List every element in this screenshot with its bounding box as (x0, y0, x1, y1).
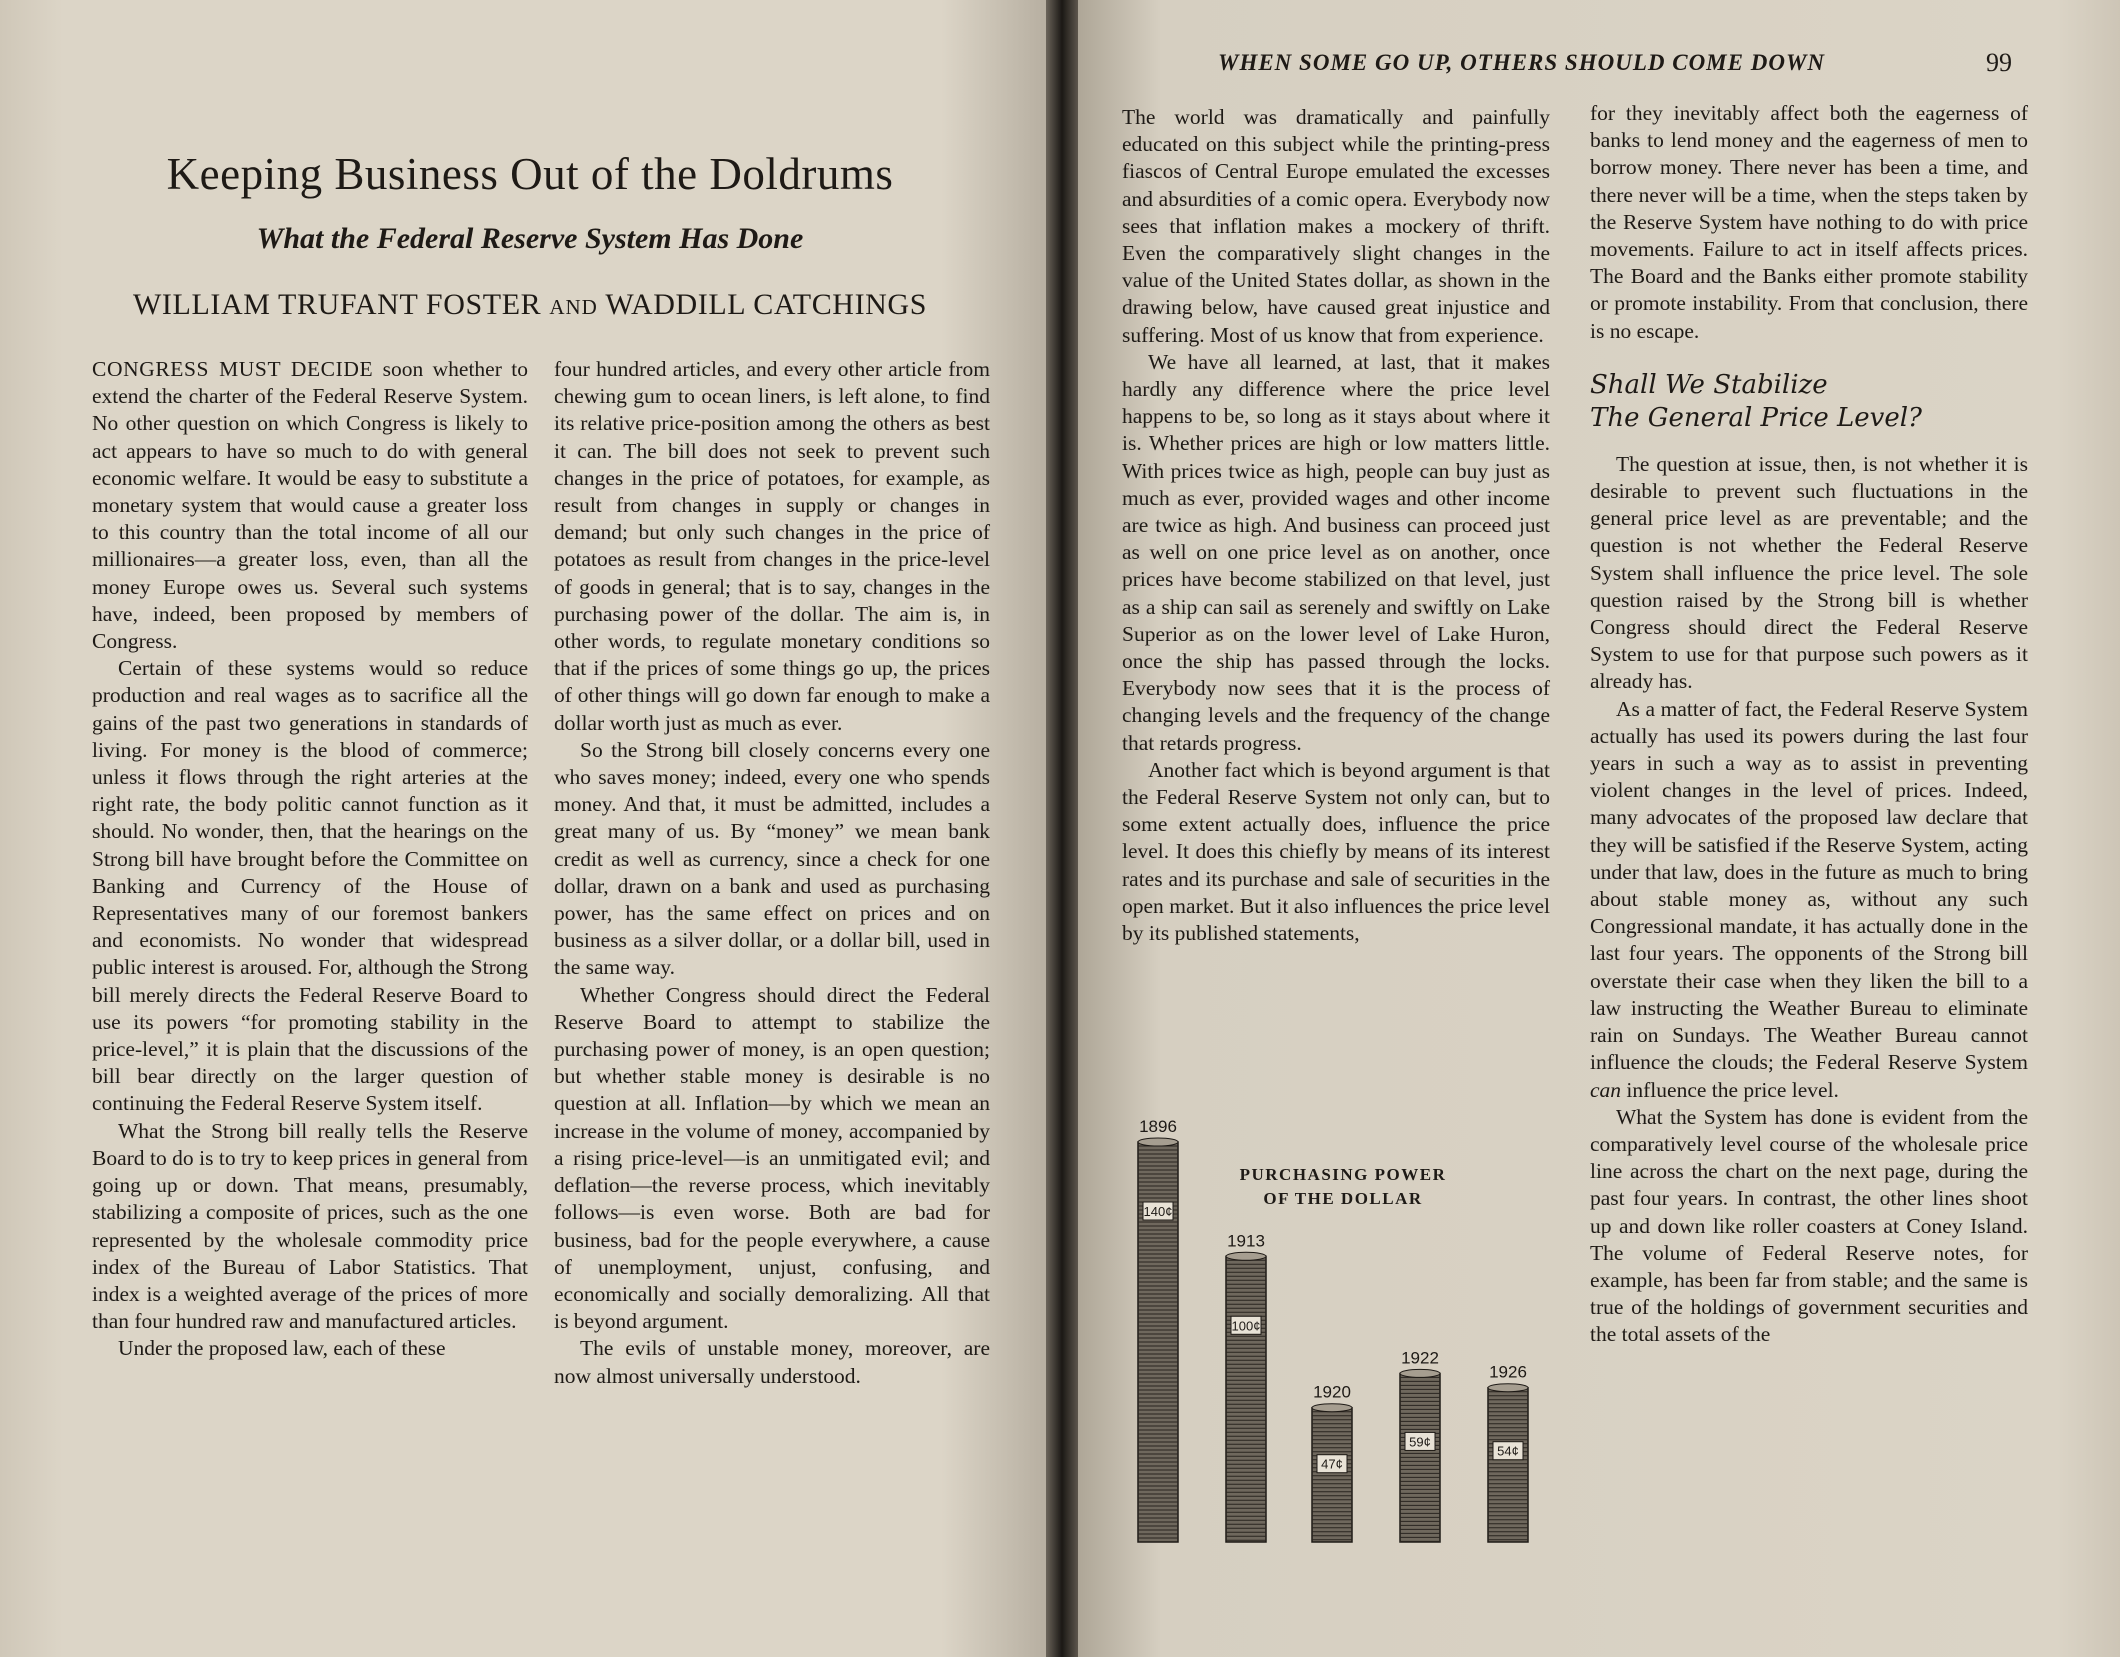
running-head: WHEN SOME GO UP, OTHERS SHOULD COME DOWN (1218, 50, 1826, 75)
paragraph: for they inevitably affect both the eagerness of banks to lend money and the eagerness of men to borrow money. There never has been a time, and there never will be a time, when the steps taken by the Reserve System have nothing to do with price movements. Failure to act in itself affects prices. The Board and the Banks either promote stability or promote instability. From that conclusion, there is no escape. (1590, 101, 2028, 343)
emphasis: can (1590, 1077, 1622, 1102)
page-number: 99 (1986, 48, 2012, 77)
paragraph: Under the proposed law, each of these (118, 1336, 446, 1361)
lead-in: CONGRESS MUST DECIDE (92, 357, 374, 381)
paragraph: We have all learned, at last, that it makes hardly any difference where the price level happens to be, so long as it stays about where it is. Whether prices are high or low matters little. With prices twice as high, people can buy just as much as ever, provided wages and other income are twice as high. And business can proceed just as well on one price level as on another, once prices have become stabilized on that level, just as a ship can sail as serenely and swiftly on Lake Superior as on the lower level of Lake Huron, once the ship has passed through the locks. Everybody now sees that it is the process of changing levels and the frequency of the change that retards progress. (1122, 349, 1550, 755)
paragraph-text: influence the price level. (1621, 1077, 1839, 1102)
paragraph: four hundred articles, and every other article from chewing gum to ocean liners, is left alone, to find its relative price-position among the others as best it can. The bill does not seek to prevent such changes in the price of potatoes, for example, as result from changes in supply or changes in demand; but only such changes in the price of potatoes as result from changes in the price-level of goods in general; that is to say, changes in the purchasing power of the dollar. The aim is, in other words, to regulate monetary conditions so that if the prices of some things go up, the prices of other things will go down far enough to make a dollar worth just as much as ever. (554, 357, 990, 735)
paragraph: The question at issue, then, is not whether it is desirable to prevent such fluctuations in the general price level as are preventable; and the question is not whether the Federal Reserve System shall influence the price level. The sole question raised by the Strong bill is whether Congress should direct the Federal Reserve System to use for that purpose such powers as it already has. (1590, 451, 2028, 694)
byline-and: AND (549, 295, 598, 319)
paragraph: What the System has done is evident from the comparatively level course of the wholesale price line across the chart on the next page, during the past four years. In contrast, the other lines shoot up and down like roller coasters at Coney Island. The volume of Federal Reserve notes, for example, has been far from stable; and the same is true of the holdings of government securities and the total assets of the (1590, 1104, 2028, 1347)
paragraph (92, 356, 528, 655)
coin-stack-1913 (1226, 1231, 1266, 1542)
article-subtitle: What the Federal Reserve System Has Done (256, 222, 804, 255)
coin-stacks-drawing (1118, 1110, 1558, 1550)
paragraph-text: As a matter of fact, the Federal Reserve System actually has used its powers during the last four years in such a way as to assist in preventing violent changes in the level of prices. Indeed, many advocates of the proposed law declare that they will be satisfied if the Reserve System, acting under that law, does in the future as much to bring about stable money as, without any such Congressional mandate, it has actually done in the last four years. The opponents of the Strong bill overstate their case when they liken the bill to a law instructing the Weather Bureau to eliminate rain on Sundays. The Weather Bureau cannot influence the clouds; the Federal Reserve System (1590, 696, 2028, 1075)
right-column-1 (1122, 104, 1550, 947)
coin-stack-body (1488, 1388, 1528, 1542)
author-1: WILLIAM TRUFANT FOSTER (133, 288, 542, 321)
stack-value-label: 54¢ (1497, 1443, 1519, 1459)
stack-value-label: 47¢ (1321, 1456, 1343, 1472)
section-heading-line-2: The General Price Level? (1590, 402, 1922, 433)
stack-year-label: 1896 (1139, 1117, 1177, 1136)
left-page (0, 0, 1046, 1657)
stack-value-label: 140¢ (1143, 1204, 1173, 1219)
paragraph-text: soon whether to extend the charter of the Federal Reserve System. No other question on which Congress is likely to act appears to have so much to do with general economic welfare. It would be easy to substitute a monetary system that would cause a greater loss to this country than the total income of all our millionaires—a greater loss, even, than all the money Europe owes us. Several such systems have, indeed, been proposed by members of Congress. (92, 357, 528, 654)
coin-stack-illustration (1118, 1110, 1558, 1550)
illustration-caption-1: PURCHASING POWER (1239, 1165, 1447, 1184)
book-gutter (1046, 0, 1078, 1657)
section-heading-line-1: Shall We Stabilize (1590, 369, 1828, 400)
stack-value-label: 59¢ (1409, 1434, 1431, 1450)
stack-year-label: 1920 (1313, 1382, 1351, 1402)
section-heading (1590, 369, 2028, 435)
paragraph: The world was dramatically and painfully educated on this subject while the printing-press fiascos of Central Europe emulated the excesses and absurdities of a comic opera. Everybody now sees that inflation makes a mockery of thrift. Even the comparatively slight changes in the value of the United States dollar, as shown in the drawing below, have caused great injustice and suffering. Most of us know that from experience. (1122, 105, 1550, 347)
author-2: WADDILL CATCHINGS (605, 288, 927, 321)
paragraph: Whether Congress should direct the Federal Reserve Board to attempt to stabilize the purchasing power of money, is an open question; but whether stable money is desirable is no question at all. Inflation—by which we mean an increase in the volume of money, accompanied by a rising price-level—is an unmitigated evil; and deflation—the reverse process, which inevitably follows—is even worse. Both are bad for business, bad for the people everywhere, a cause of unemployment, unjust, confusing, and economically and socially demoralizing. All that is beyond argument. (554, 982, 990, 1334)
paragraph: Certain of these systems would so reduce production and real wages as to sacrifice all the gains of the past two generations in standards of living. For money is the blood of commerce; unless it flows through the right arteries at the right rate, the body politic cannot function as it should. No wonder, then, that the hearings on the Strong bill have brought before the Committee on Banking and Currency of the House of Representatives many of our foremost bankers and economists. No wonder that widespread public interest is aroused. For, although the Strong bill merely directs the Federal Reserve Board to use its powers “for promoting stability in the price-level,” it is plain that the discussions of the bill bear directly on the larger question of continuing the Federal Reserve System itself. (92, 656, 528, 1116)
coin-stack-body (1226, 1256, 1266, 1542)
stack-year-label: 1922 (1401, 1348, 1439, 1368)
illustration-caption-2: OF THE DOLLAR (1263, 1189, 1423, 1208)
stack-year-label: 1926 (1489, 1362, 1527, 1382)
left-column-2 (554, 356, 990, 1390)
article-title: Keeping Business Out of the Doldrums (166, 149, 894, 199)
paragraph: Another fact which is beyond argument is that the Federal Reserve System not only can, but to some extent actually does, influence the price level. It does this chiefly by means of its interest rates and its purchase and sale of securities in the open market. But it also influences the price level by its published statements, (1122, 757, 1550, 946)
coin-stack-1926 (1488, 1363, 1528, 1542)
coin-stack-1922 (1400, 1348, 1440, 1542)
byline (60, 288, 1000, 322)
paragraph: The evils of unstable money, moreover, are now almost universally understood. (554, 1336, 990, 1388)
stack-year-label: 1913 (1227, 1231, 1265, 1251)
left-column-1 (92, 356, 528, 1363)
paragraph (1590, 696, 2028, 1104)
stack-value-label: 100¢ (1231, 1318, 1261, 1334)
coin-stack-1920 (1312, 1383, 1352, 1542)
paragraph: What the Strong bill really tells the Reserve Board to do is to try to keep prices in general from going up or down. That means, presumably, stabilizing a composite of prices, such as the one represented by the wholesale commodity price index of the Bureau of Labor Statistics. That index is a weighted average of the prices of more than four hundred raw and manufactured articles. (92, 1118, 528, 1334)
coin-stack-1896 (1138, 1117, 1178, 1542)
paragraph: So the Strong bill closely concerns every one who saves money; indeed, every one who spends money. And that, it must be admitted, includes a great many of us. By “money” we mean bank credit as well as currency, since a check for one dollar, drawn on a bank and used as purchasing power, has the same effect on prices and on business as a silver dollar, or a dollar bill, used in the same way. (554, 737, 990, 980)
right-page (1078, 0, 2120, 1657)
right-column-2 (1590, 100, 2028, 1349)
